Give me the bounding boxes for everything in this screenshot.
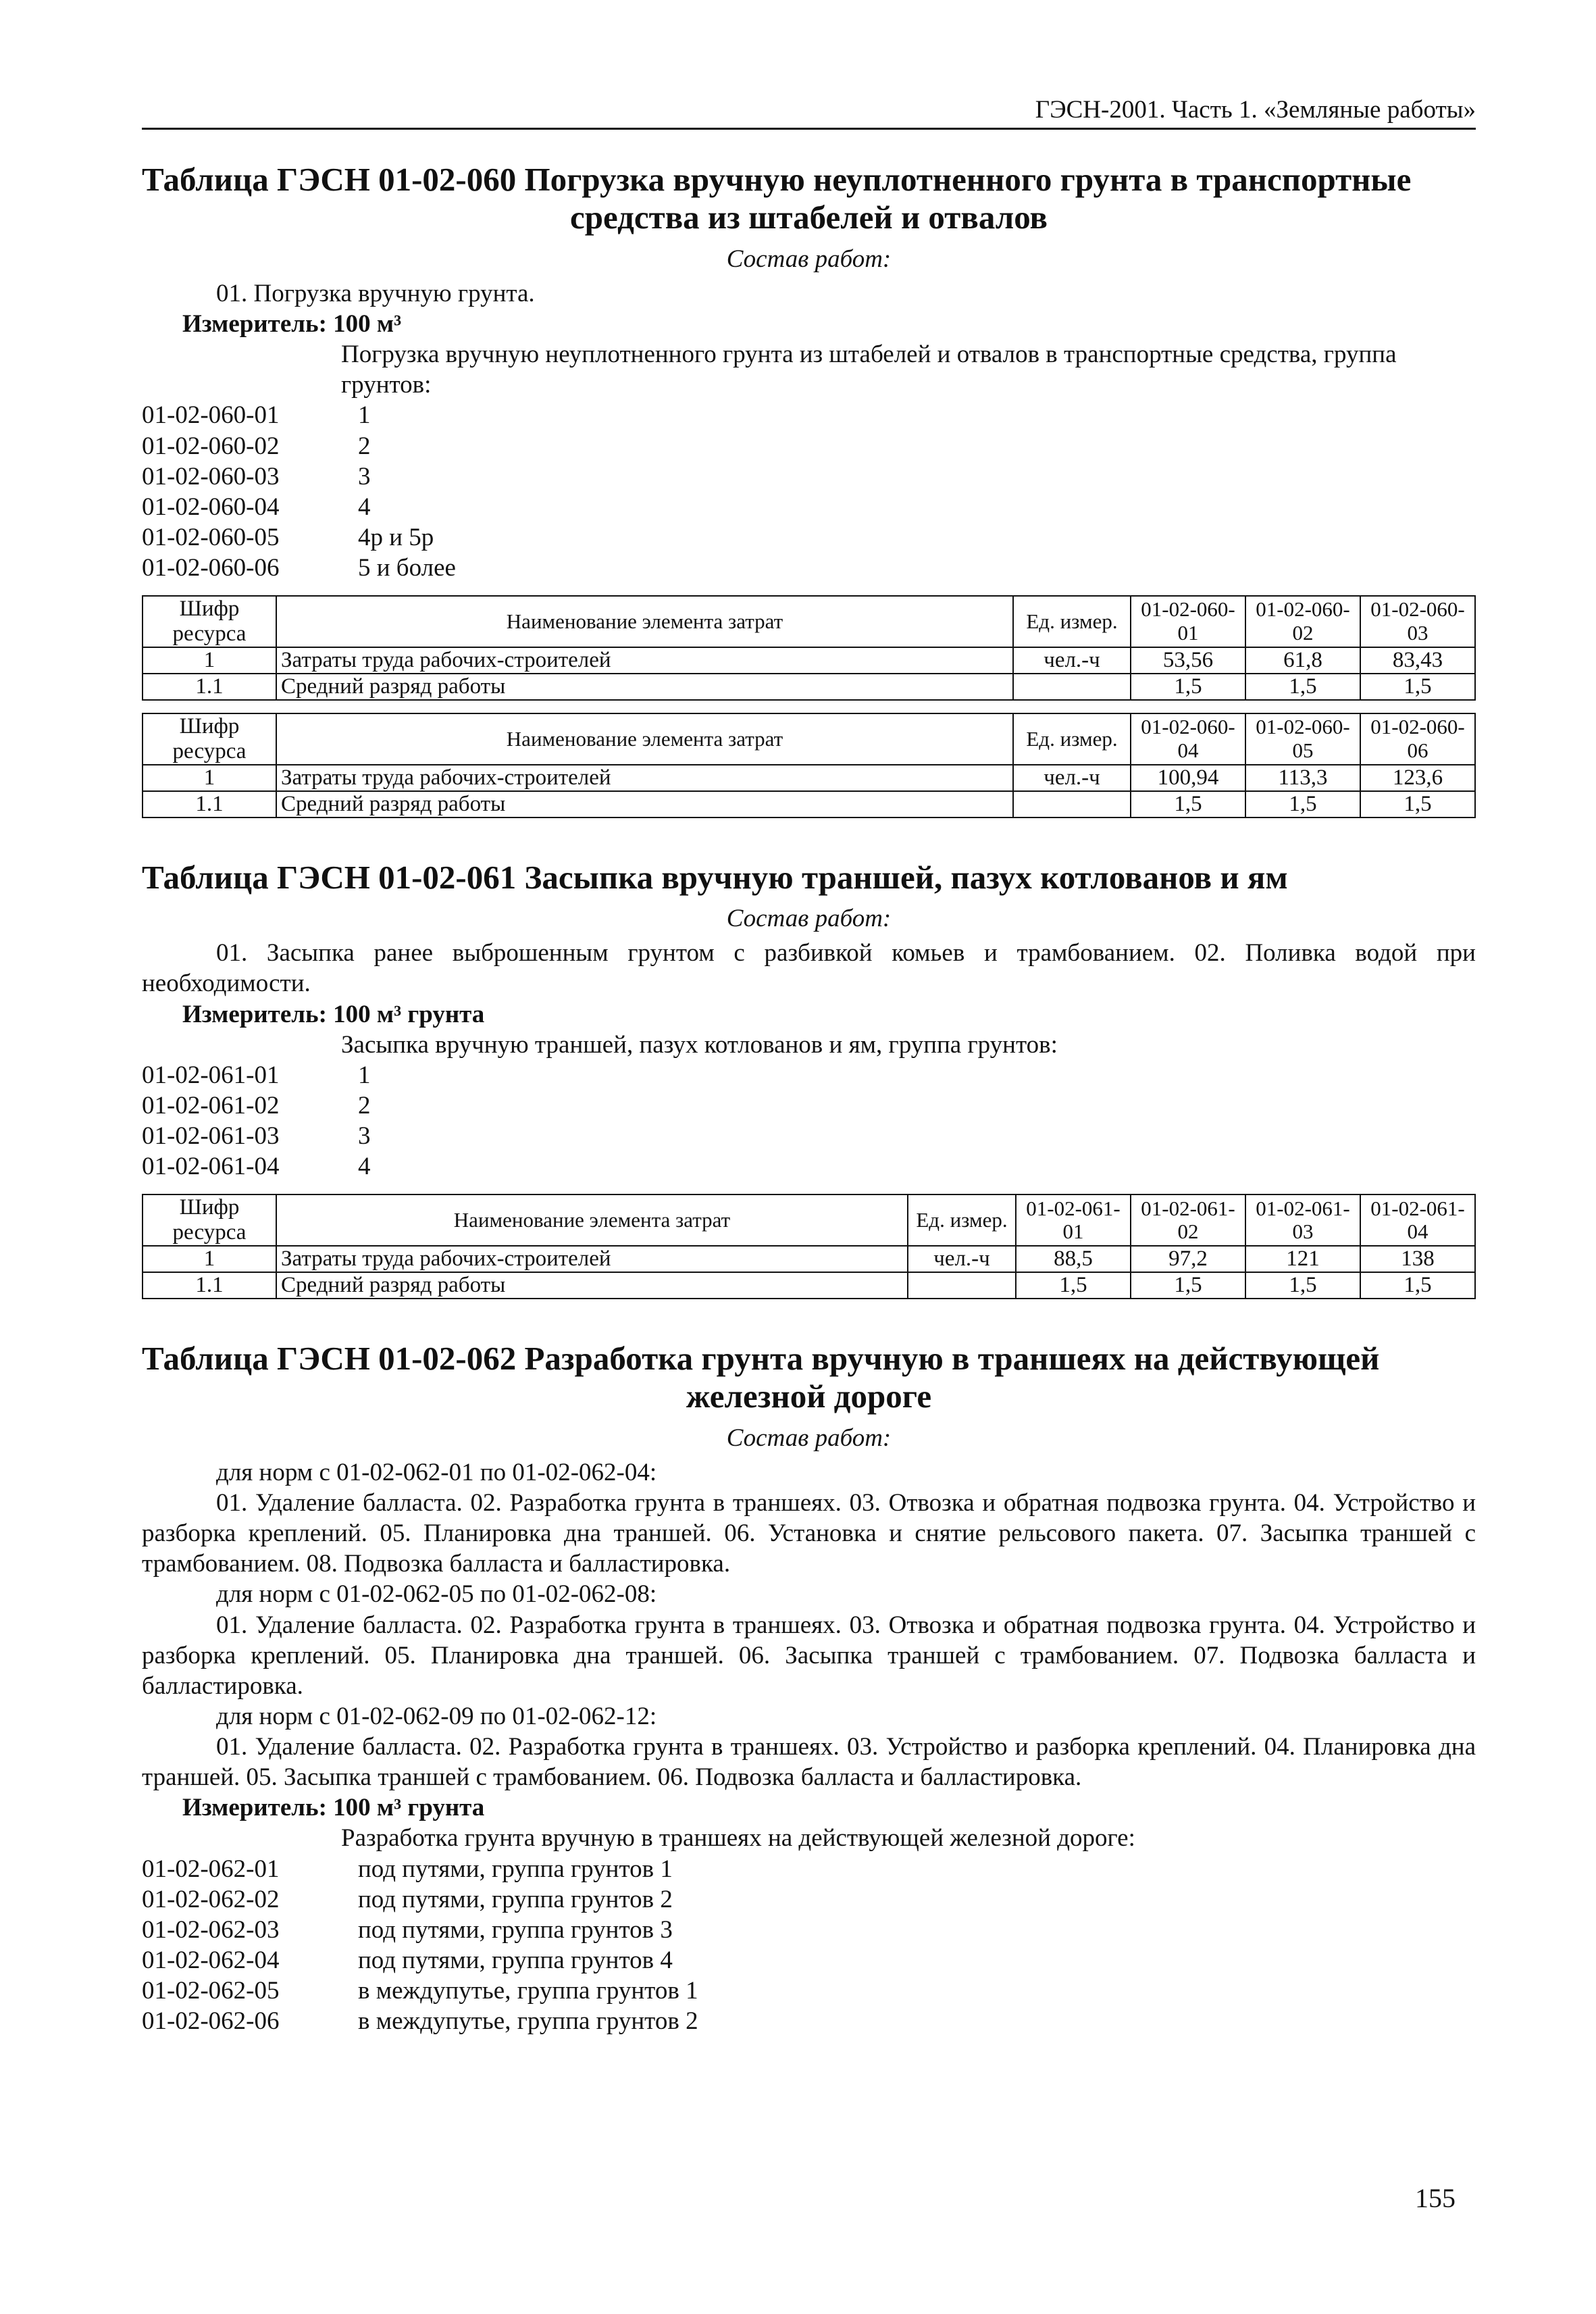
- cell-name: Средний разряд работы: [276, 674, 1013, 700]
- cell-value: 1,5: [1360, 674, 1475, 700]
- header-column: 01-02-060-03: [1360, 596, 1475, 647]
- norms-range: для норм с 01-02-062-05 по 01-02-062-08:: [216, 1580, 657, 1609]
- cell-value: 88,5: [1016, 1246, 1131, 1272]
- cost-table: [142, 595, 1476, 701]
- code: 01-02-060-01: [142, 401, 280, 430]
- code-item: [142, 1854, 1476, 1884]
- cell-value: 1,5: [1131, 674, 1245, 700]
- code: 01-02-061-02: [142, 1091, 280, 1120]
- work-caption: Состав работ:: [726, 905, 892, 933]
- work-text: 01. Засыпка ранее выброшенным грунтом с разбивкой комьев и трамбованием. 02. Поливка водой при необходимости.: [142, 939, 1476, 998]
- code-label: 2: [358, 432, 371, 460]
- header-column: 01-02-060-05: [1245, 713, 1360, 765]
- section-title-line1: Таблица ГЭСН 01-02-062 Разработка грунта вручную в траншеях на действующей: [142, 1340, 1380, 1378]
- code-label: под путями, группа грунтов 2: [358, 1885, 673, 1913]
- cell-code: 1.1: [143, 791, 276, 818]
- code: 01-02-061-04: [142, 1153, 280, 1181]
- section-title: [142, 161, 1476, 237]
- cell-code: 1.1: [143, 1272, 276, 1299]
- section-title: Таблица ГЭСН 01-02-061 Засыпка вручную траншей, пазух котлованов и ям: [142, 858, 1288, 896]
- cell-value: 97,2: [1131, 1246, 1245, 1272]
- cost-table: [142, 713, 1476, 818]
- document-page: [142, 95, 1476, 2036]
- code-item: [142, 1090, 1476, 1121]
- code: 01-02-061-03: [142, 1122, 280, 1151]
- cell-code: 1: [143, 1246, 276, 1272]
- cell-unit: [1013, 674, 1131, 700]
- running-header: ГЭСН-2001. Часть 1. «Земляные работы»: [142, 95, 1476, 130]
- code-label: 4: [358, 493, 371, 521]
- section-062: [142, 1340, 1476, 2036]
- cell-value: 121: [1245, 1246, 1360, 1272]
- code: 01-02-061-01: [142, 1061, 280, 1089]
- code-item: [142, 1121, 1476, 1151]
- cell-name: Средний разряд работы: [276, 791, 1013, 818]
- code: 01-02-062-05: [142, 1977, 280, 2005]
- table-header-row: [143, 713, 1475, 765]
- code-list: [142, 400, 1476, 583]
- header-column: 01-02-061-01: [1016, 1194, 1131, 1246]
- code-label: 4: [358, 1153, 371, 1181]
- cell-unit: чел.-ч: [908, 1246, 1016, 1272]
- work-text: 01. Удаление балласта. 02. Разработка грунта в траншеях. 03. Устройство и разборка креплений. 04. Планировка дна траншей. 05. Засыпка траншей с трамбованием. 06. Подвозка балласта и балластировка.: [142, 1733, 1476, 1792]
- code-item: [142, 2006, 1476, 2036]
- header-column: 01-02-060-01: [1131, 596, 1245, 647]
- code: 01-02-062-01: [142, 1855, 280, 1883]
- cell-code: 1.1: [143, 674, 276, 700]
- header-column: 01-02-061-03: [1245, 1194, 1360, 1246]
- cell-name: Затраты труда рабочих-строителей: [276, 1246, 908, 1272]
- cell-value: 1,5: [1016, 1272, 1131, 1299]
- code-item: [142, 1060, 1476, 1090]
- table-header-row: [143, 1194, 1475, 1246]
- header-name: Наименование элемента затрат: [276, 1194, 908, 1246]
- cell-unit: чел.-ч: [1013, 765, 1131, 791]
- code-label: под путями, группа грунтов 3: [358, 1915, 673, 1944]
- code-label: 4р и 5р: [358, 523, 434, 551]
- measure-unit: Измеритель: 100 м³ грунта: [182, 1794, 485, 1822]
- measure-unit: Измеритель: 100 м³ грунта: [182, 1000, 485, 1028]
- cell-value: 1,5: [1360, 791, 1475, 818]
- cell-value: 83,43: [1360, 647, 1475, 674]
- header-unit: Ед. измер.: [1013, 596, 1131, 647]
- code-item: [142, 492, 1476, 522]
- table-row: [143, 1272, 1475, 1299]
- description: Разработка грунта вручную в траншеях на действующей железной дороге:: [341, 1824, 1135, 1853]
- cell-value: 53,56: [1131, 647, 1245, 674]
- cost-table: [142, 1194, 1476, 1299]
- code-item: [142, 553, 1476, 583]
- header-column: 01-02-060-04: [1131, 713, 1245, 765]
- table-row: [143, 647, 1475, 674]
- code-item: [142, 1945, 1476, 1976]
- work-caption: Состав работ:: [726, 1424, 892, 1452]
- header-name: Наименование элемента затрат: [276, 596, 1013, 647]
- measure-unit: Измеритель: 100 м³: [182, 310, 402, 338]
- code-label: в междупутье, группа грунтов 2: [358, 2007, 698, 2036]
- cell-unit: чел.-ч: [1013, 647, 1131, 674]
- code-item: [142, 1884, 1476, 1915]
- table-row: [143, 791, 1475, 818]
- code-label: 1: [358, 401, 371, 430]
- code-item: [142, 1915, 1476, 1945]
- code-item: [142, 461, 1476, 492]
- section-060: [142, 161, 1476, 818]
- header-code: Шифр ресурса: [143, 713, 276, 765]
- code-label: 3: [358, 462, 371, 491]
- code-label: под путями, группа грунтов 1: [358, 1855, 673, 1883]
- code-list: [142, 1854, 1476, 2037]
- header-column: 01-02-061-02: [1131, 1194, 1245, 1246]
- description: Засыпка вручную траншей, пазух котлованов и ям, группа грунтов:: [341, 1030, 1058, 1059]
- cell-value: 100,94: [1131, 765, 1245, 791]
- description: Погрузка вручную неуплотненного грунта из штабелей и отвалов в транспортные средства, группа грунтов:: [341, 341, 1397, 399]
- cell-value: 138: [1360, 1246, 1475, 1272]
- table-row: [143, 674, 1475, 700]
- code-item: [142, 400, 1476, 430]
- code-item: [142, 1976, 1476, 2006]
- cell-unit: [1013, 791, 1131, 818]
- cell-value: 1,5: [1245, 1272, 1360, 1299]
- header-unit: Ед. измер.: [908, 1194, 1016, 1246]
- code-item: [142, 1151, 1476, 1182]
- work-caption: Состав работ:: [726, 245, 892, 273]
- cell-value: 61,8: [1245, 647, 1360, 674]
- work-text: 01. Удаление балласта. 02. Разработка грунта в траншеях. 03. Отвозка и обратная подвозка грунта. 04. Устройство и разборка креплений. 05. Планировка дна траншей. 06. Засыпка траншей с трамбованием. 07. Подвозка балласта и балластировка.: [142, 1611, 1476, 1700]
- code: 01-02-062-03: [142, 1915, 280, 1944]
- cell-value: 1,5: [1131, 1272, 1245, 1299]
- header-column: 01-02-060-06: [1360, 713, 1475, 765]
- header-code: Шифр ресурса: [143, 1194, 276, 1246]
- section-061: [142, 859, 1476, 1299]
- work-text: 01. Удаление балласта. 02. Разработка грунта в траншеях. 03. Отвозка и обратная подвозка грунта. 04. Устройство и разборка креплений. 05. Планировка дна траншей. 06. Установка и снятие рельсового пакета. 07. Засыпка траншей с трамбованием. 08. Подвозка балласта и балластировка.: [142, 1489, 1476, 1578]
- cell-value: 1,5: [1131, 791, 1245, 818]
- cell-value: 113,3: [1245, 765, 1360, 791]
- code-item: [142, 431, 1476, 461]
- cell-value: 1,5: [1245, 674, 1360, 700]
- code-item: [142, 522, 1476, 553]
- code: 01-02-062-02: [142, 1885, 280, 1913]
- section-title-line2: железной дороге: [686, 1378, 932, 1415]
- cell-name: Затраты труда рабочих-строителей: [276, 765, 1013, 791]
- table-row: [143, 765, 1475, 791]
- code: 01-02-060-06: [142, 554, 280, 582]
- norms-range: для норм с 01-02-062-09 по 01-02-062-12:: [216, 1702, 657, 1730]
- cell-value: 123,6: [1360, 765, 1475, 791]
- header-column: 01-02-060-02: [1245, 596, 1360, 647]
- cell-value: 1,5: [1245, 791, 1360, 818]
- header-column: 01-02-061-04: [1360, 1194, 1475, 1246]
- section-title-line1: Таблица ГЭСН 01-02-060 Погрузка вручную неуплотненного грунта в транспортные: [142, 161, 1412, 199]
- cell-unit: [908, 1272, 1016, 1299]
- header-unit: Ед. измер.: [1013, 713, 1131, 765]
- code: 01-02-062-06: [142, 2007, 280, 2036]
- code: 01-02-062-04: [142, 1946, 280, 1974]
- code-label: 1: [358, 1061, 371, 1089]
- cell-name: Средний разряд работы: [276, 1272, 908, 1299]
- norms-range: для норм с 01-02-062-01 по 01-02-062-04:: [216, 1458, 657, 1486]
- header-name: Наименование элемента затрат: [276, 713, 1013, 765]
- code-label: в междупутье, группа грунтов 1: [358, 1977, 698, 2005]
- code: 01-02-060-05: [142, 523, 280, 551]
- table-row: [143, 1246, 1475, 1272]
- cell-code: 1: [143, 765, 276, 791]
- code-label: 5 и более: [358, 554, 456, 582]
- cell-value: 1,5: [1360, 1272, 1475, 1299]
- section-title: [142, 1340, 1476, 1416]
- page-number: 155: [1415, 2183, 1456, 2213]
- section-title-line2: средства из штабелей и отвалов: [570, 199, 1048, 236]
- code: 01-02-060-03: [142, 462, 280, 491]
- code: 01-02-060-04: [142, 493, 280, 521]
- header-code: Шифр ресурса: [143, 596, 276, 647]
- code: 01-02-060-02: [142, 432, 280, 460]
- code-list: [142, 1060, 1476, 1182]
- work-text: 01. Погрузка вручную грунта.: [216, 279, 535, 307]
- code-label: под путями, группа грунтов 4: [358, 1946, 673, 1974]
- code-label: 2: [358, 1091, 371, 1120]
- cell-name: Затраты труда рабочих-строителей: [276, 647, 1013, 674]
- code-label: 3: [358, 1122, 371, 1151]
- cell-code: 1: [143, 647, 276, 674]
- table-header-row: [143, 596, 1475, 647]
